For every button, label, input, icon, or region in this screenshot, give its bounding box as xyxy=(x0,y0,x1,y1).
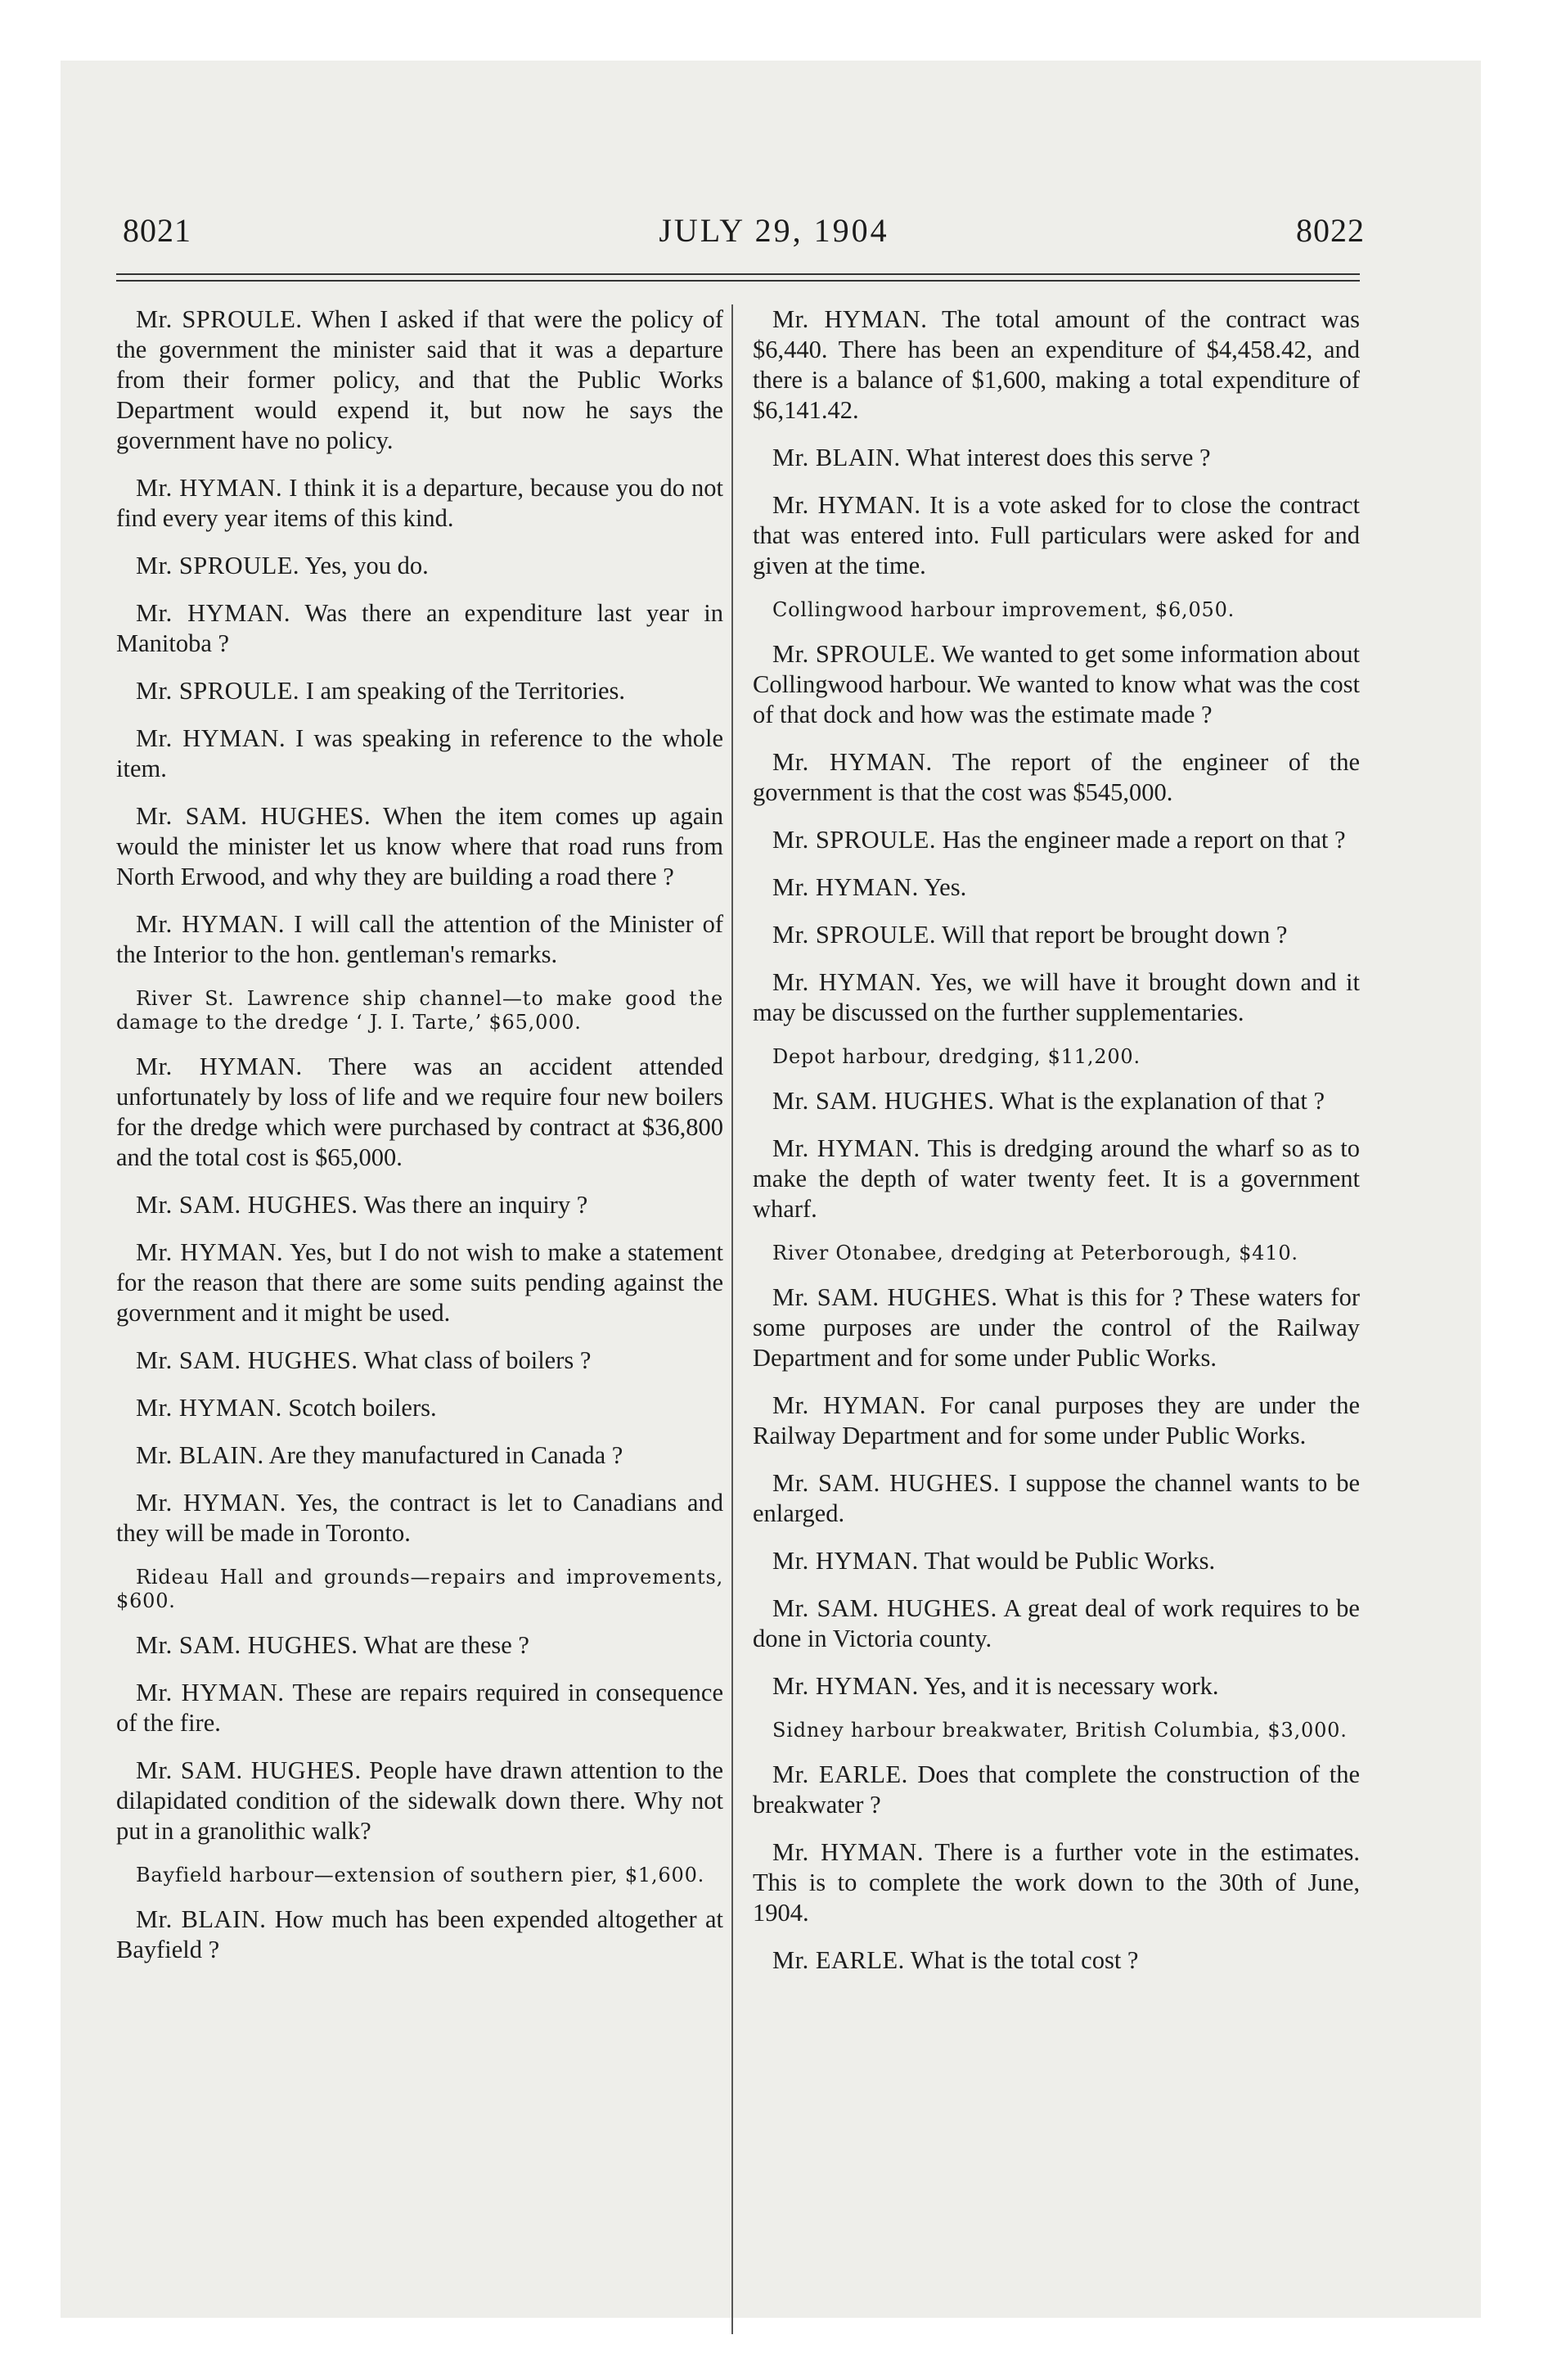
speech-paragraph xyxy=(753,490,1360,581)
speech-text: Yes. xyxy=(924,873,967,901)
item-text: Rideau Hall and grounds—repairs and improvements, $600. xyxy=(116,1566,723,1612)
item-text: Collingwood harbour improvement, $6,050. xyxy=(772,598,1235,621)
speaker-name: Mr. SAM. HUGHES. xyxy=(772,1087,995,1115)
page-number-left: 8021 xyxy=(123,212,191,249)
header-rule-bottom xyxy=(116,280,1360,282)
speech-text: Was there an inquiry ? xyxy=(363,1191,588,1219)
speaker-name: Mr. SAM. HUGHES. xyxy=(136,1756,362,1784)
speaker-name: Mr. HYMAN. xyxy=(136,599,290,627)
speech-paragraph xyxy=(753,443,1360,473)
speaker-name: Mr. HYMAN. xyxy=(772,1134,920,1162)
speech-paragraph xyxy=(116,723,723,784)
speech-paragraph xyxy=(753,1671,1360,1702)
speech-text: What is the explanation of that ? xyxy=(1000,1087,1325,1115)
estimate-item xyxy=(753,1719,1360,1742)
speaker-name: Mr. HYMAN. xyxy=(136,1394,282,1422)
speech-text: Are they manufactured in Canada ? xyxy=(268,1441,623,1469)
speech-text: When I asked if that were the policy of the government the minister said that it was a departure from their former policy, and that the Public Works Department would expend it, but now he says the government have no policy. xyxy=(116,305,724,454)
speech-text: What class of boilers ? xyxy=(363,1346,592,1374)
speaker-name: Mr. BLAIN. xyxy=(136,1441,264,1469)
speech-paragraph xyxy=(753,304,1360,426)
speaker-name: Mr. HYMAN. xyxy=(772,748,933,776)
page-date: JULY 29, 1904 xyxy=(659,212,889,249)
speaker-name: Mr. SPROULE. xyxy=(136,677,300,705)
speech-paragraph xyxy=(753,920,1360,950)
page-number-right: 8022 xyxy=(1296,212,1365,249)
speech-paragraph xyxy=(753,825,1360,855)
speaker-name: Mr. SAM. HUGHES. xyxy=(772,1283,998,1311)
estimate-item xyxy=(753,1242,1360,1265)
speaker-name: Mr. HYMAN. xyxy=(136,724,286,752)
speech-text: We wanted to get some information about Collingwood harbour. We wanted to know what was the cost of that dock and how was the estimate made ? xyxy=(753,640,1360,728)
item-text: River Otonabee, dredging at Peterborough, $410. xyxy=(772,1242,1298,1264)
speaker-name: Mr. HYMAN. xyxy=(136,1489,286,1517)
speaker-name: Mr. HYMAN. xyxy=(772,1547,919,1575)
speech-text: What are these ? xyxy=(363,1631,529,1659)
speaker-name: Mr. HYMAN. xyxy=(136,1053,303,1080)
left-column xyxy=(116,304,723,1982)
speech-paragraph xyxy=(753,1593,1360,1654)
speech-text: Will that report be brought down ? xyxy=(942,921,1288,949)
speech-text: Yes, and it is necessary work. xyxy=(924,1672,1219,1700)
speech-paragraph xyxy=(753,747,1360,808)
estimate-item xyxy=(753,1045,1360,1069)
speaker-name: Mr. SAM. HUGHES. xyxy=(772,1594,997,1622)
speech-paragraph xyxy=(116,473,723,534)
item-text: Depot harbour, dredging, $11,200. xyxy=(772,1045,1141,1068)
speaker-name: Mr. HYMAN. xyxy=(772,1391,926,1419)
speaker-name: Mr. SAM. HUGHES. xyxy=(136,1631,358,1659)
speech-text: Has the engineer made a report on that ? xyxy=(942,826,1346,854)
speaker-name: Mr. HYMAN. xyxy=(136,1679,285,1706)
speech-paragraph xyxy=(116,801,723,892)
speaker-name: Mr. SPROULE. xyxy=(772,921,937,949)
item-text: Sidney harbour breakwater, British Columbia, $3,000. xyxy=(772,1719,1348,1742)
speaker-name: Mr. HYMAN. xyxy=(772,1672,919,1700)
estimate-item xyxy=(116,1864,723,1887)
speech-paragraph xyxy=(116,1678,723,1738)
speaker-name: Mr. BLAIN. xyxy=(772,444,901,471)
speech-paragraph xyxy=(116,598,723,659)
speech-paragraph xyxy=(116,304,723,456)
speech-text: A great deal of work requires to be done in Victoria county. xyxy=(753,1594,1360,1652)
speech-paragraph xyxy=(753,1391,1360,1451)
speech-text: The total amount of the contract was $6,440. There has been an expenditure of $4,458.42, and there is a balance of $1,600, making a total expenditure of $6,141.42. xyxy=(753,305,1360,424)
speech-text: The report of the engineer of the government is that the cost was $545,000. xyxy=(753,748,1360,806)
speech-text: When the item comes up again would the minister let us know where that road runs from North Erwood, and why they are building a road there ? xyxy=(116,802,723,890)
speech-text: People have drawn attention to the dilapidated condition of the sidewalk down there. Why not put in a granolithic walk? xyxy=(116,1756,723,1845)
speaker-name: Mr. EARLE. xyxy=(772,1760,908,1788)
speech-paragraph xyxy=(753,1760,1360,1820)
speech-text: That would be Public Works. xyxy=(924,1547,1216,1575)
speech-text: Does that complete the construction of the breakwater ? xyxy=(753,1760,1361,1819)
speaker-name: Mr. SAM. HUGHES. xyxy=(136,1191,358,1219)
speech-text: Was there an expenditure last year in Manitoba ? xyxy=(116,599,723,657)
speaker-name: Mr. HYMAN. xyxy=(772,968,922,996)
speaker-name: Mr. SAM. HUGHES. xyxy=(772,1469,1000,1497)
speaker-name: Mr. BLAIN. xyxy=(136,1905,267,1933)
speaker-name: Mr. SPROULE. xyxy=(772,640,937,668)
speech-paragraph xyxy=(116,1237,723,1328)
speech-paragraph xyxy=(116,1346,723,1376)
speech-text: For canal purposes they are under the Railway Department and for some under Public Works. xyxy=(753,1391,1360,1449)
speech-paragraph xyxy=(753,1086,1360,1116)
speaker-name: Mr. HYMAN. xyxy=(136,910,286,938)
speech-paragraph xyxy=(116,1630,723,1661)
speech-paragraph xyxy=(753,1837,1360,1928)
speech-paragraph xyxy=(753,1546,1360,1576)
speech-text: Scotch boilers. xyxy=(288,1394,437,1422)
header-rule-top xyxy=(116,273,1360,275)
speech-paragraph xyxy=(116,551,723,581)
speech-text: I was speaking in reference to the whole item. xyxy=(116,724,723,782)
speech-text: There is a further vote in the estimates. This is to complete the work down to the 30th of June, 1904. xyxy=(753,1838,1360,1927)
speech-text: What is this for ? These waters for some purposes are under the control of the Railway Department and for some under Public Works. xyxy=(753,1283,1360,1372)
speech-text: I suppose the channel wants to be enlarged. xyxy=(753,1469,1361,1527)
speaker-name: Mr. HYMAN. xyxy=(772,305,928,333)
speech-paragraph xyxy=(753,1945,1360,1976)
speech-text: Yes, the contract is let to Canadians and they will be made in Toronto. xyxy=(116,1489,723,1547)
speaker-name: Mr. HYMAN. xyxy=(136,474,283,502)
speech-text: How much has been expended altogether at Bayfield ? xyxy=(116,1905,724,1963)
speech-text: I am speaking of the Territories. xyxy=(305,677,625,705)
speech-text: These are repairs required in consequence of the fire. xyxy=(116,1679,723,1737)
speaker-name: Mr. HYMAN. xyxy=(136,1238,284,1266)
speech-paragraph xyxy=(116,1440,723,1471)
column-divider xyxy=(731,304,733,2334)
speech-paragraph xyxy=(753,1282,1360,1373)
right-column xyxy=(753,304,1360,1993)
speech-text: There was an accident attended unfortunately by loss of life and we require four new boilers for the dredge which were purchased by contract at $36,800 and the total cost is $65,000. xyxy=(116,1053,723,1171)
speech-text: This is dredging around the wharf so as to make the depth of water twenty feet. It is a government wharf. xyxy=(753,1134,1360,1223)
speaker-name: Mr. HYMAN. xyxy=(772,491,921,519)
speech-paragraph xyxy=(116,1756,723,1846)
estimate-item xyxy=(116,1566,723,1613)
speech-text: I think it is a departure, because you do not find every year items of this kind. xyxy=(116,474,724,532)
speech-paragraph xyxy=(116,1904,723,1965)
speech-text: Yes, you do. xyxy=(304,552,429,579)
speech-text: It is a vote asked for to close the contract that was entered into. Full particulars were asked for and given at the time. xyxy=(753,491,1361,579)
speech-text: Yes, but I do not wish to make a statement for the reason that there are some suits pending against the government and it might be used. xyxy=(116,1238,723,1327)
speech-paragraph xyxy=(116,1190,723,1220)
speech-text: What interest does this serve ? xyxy=(906,444,1211,471)
speech-text: Yes, we will have it brought down and it may be discussed on the further supplementaries. xyxy=(753,968,1360,1026)
speaker-name: Mr. SPROULE. xyxy=(136,305,303,333)
speech-text: What is the total cost ? xyxy=(910,1946,1139,1974)
item-text: Bayfield harbour—extension of southern pier, $1,600. xyxy=(136,1864,705,1886)
estimate-item xyxy=(116,987,723,1034)
speech-paragraph xyxy=(753,872,1360,903)
speaker-name: Mr. HYMAN. xyxy=(772,873,919,901)
estimate-item xyxy=(753,598,1360,622)
item-text: River St. Lawrence ship channel—to make good the damage to the dredge ‘ J. I. Tarte,’ $65,000. xyxy=(116,987,723,1034)
speaker-name: Mr. SPROULE. xyxy=(136,552,300,579)
speech-paragraph xyxy=(753,1134,1360,1224)
speech-text: I will call the attention of the Minister of the Interior to the hon. gentleman's remarks. xyxy=(116,910,724,968)
speaker-name: Mr. SAM. HUGHES. xyxy=(136,802,371,830)
speaker-name: Mr. SAM. HUGHES. xyxy=(136,1346,358,1374)
speech-paragraph xyxy=(753,1468,1360,1529)
speech-paragraph xyxy=(753,967,1360,1028)
speech-paragraph xyxy=(753,639,1360,730)
speaker-name: Mr. SPROULE. xyxy=(772,826,937,854)
speaker-name: Mr. HYMAN. xyxy=(772,1838,924,1866)
speaker-name: Mr. EARLE. xyxy=(772,1946,905,1974)
speech-paragraph xyxy=(116,1488,723,1548)
speech-paragraph xyxy=(116,1052,723,1173)
speech-paragraph xyxy=(116,909,723,970)
speech-paragraph xyxy=(116,676,723,706)
speech-paragraph xyxy=(116,1393,723,1423)
